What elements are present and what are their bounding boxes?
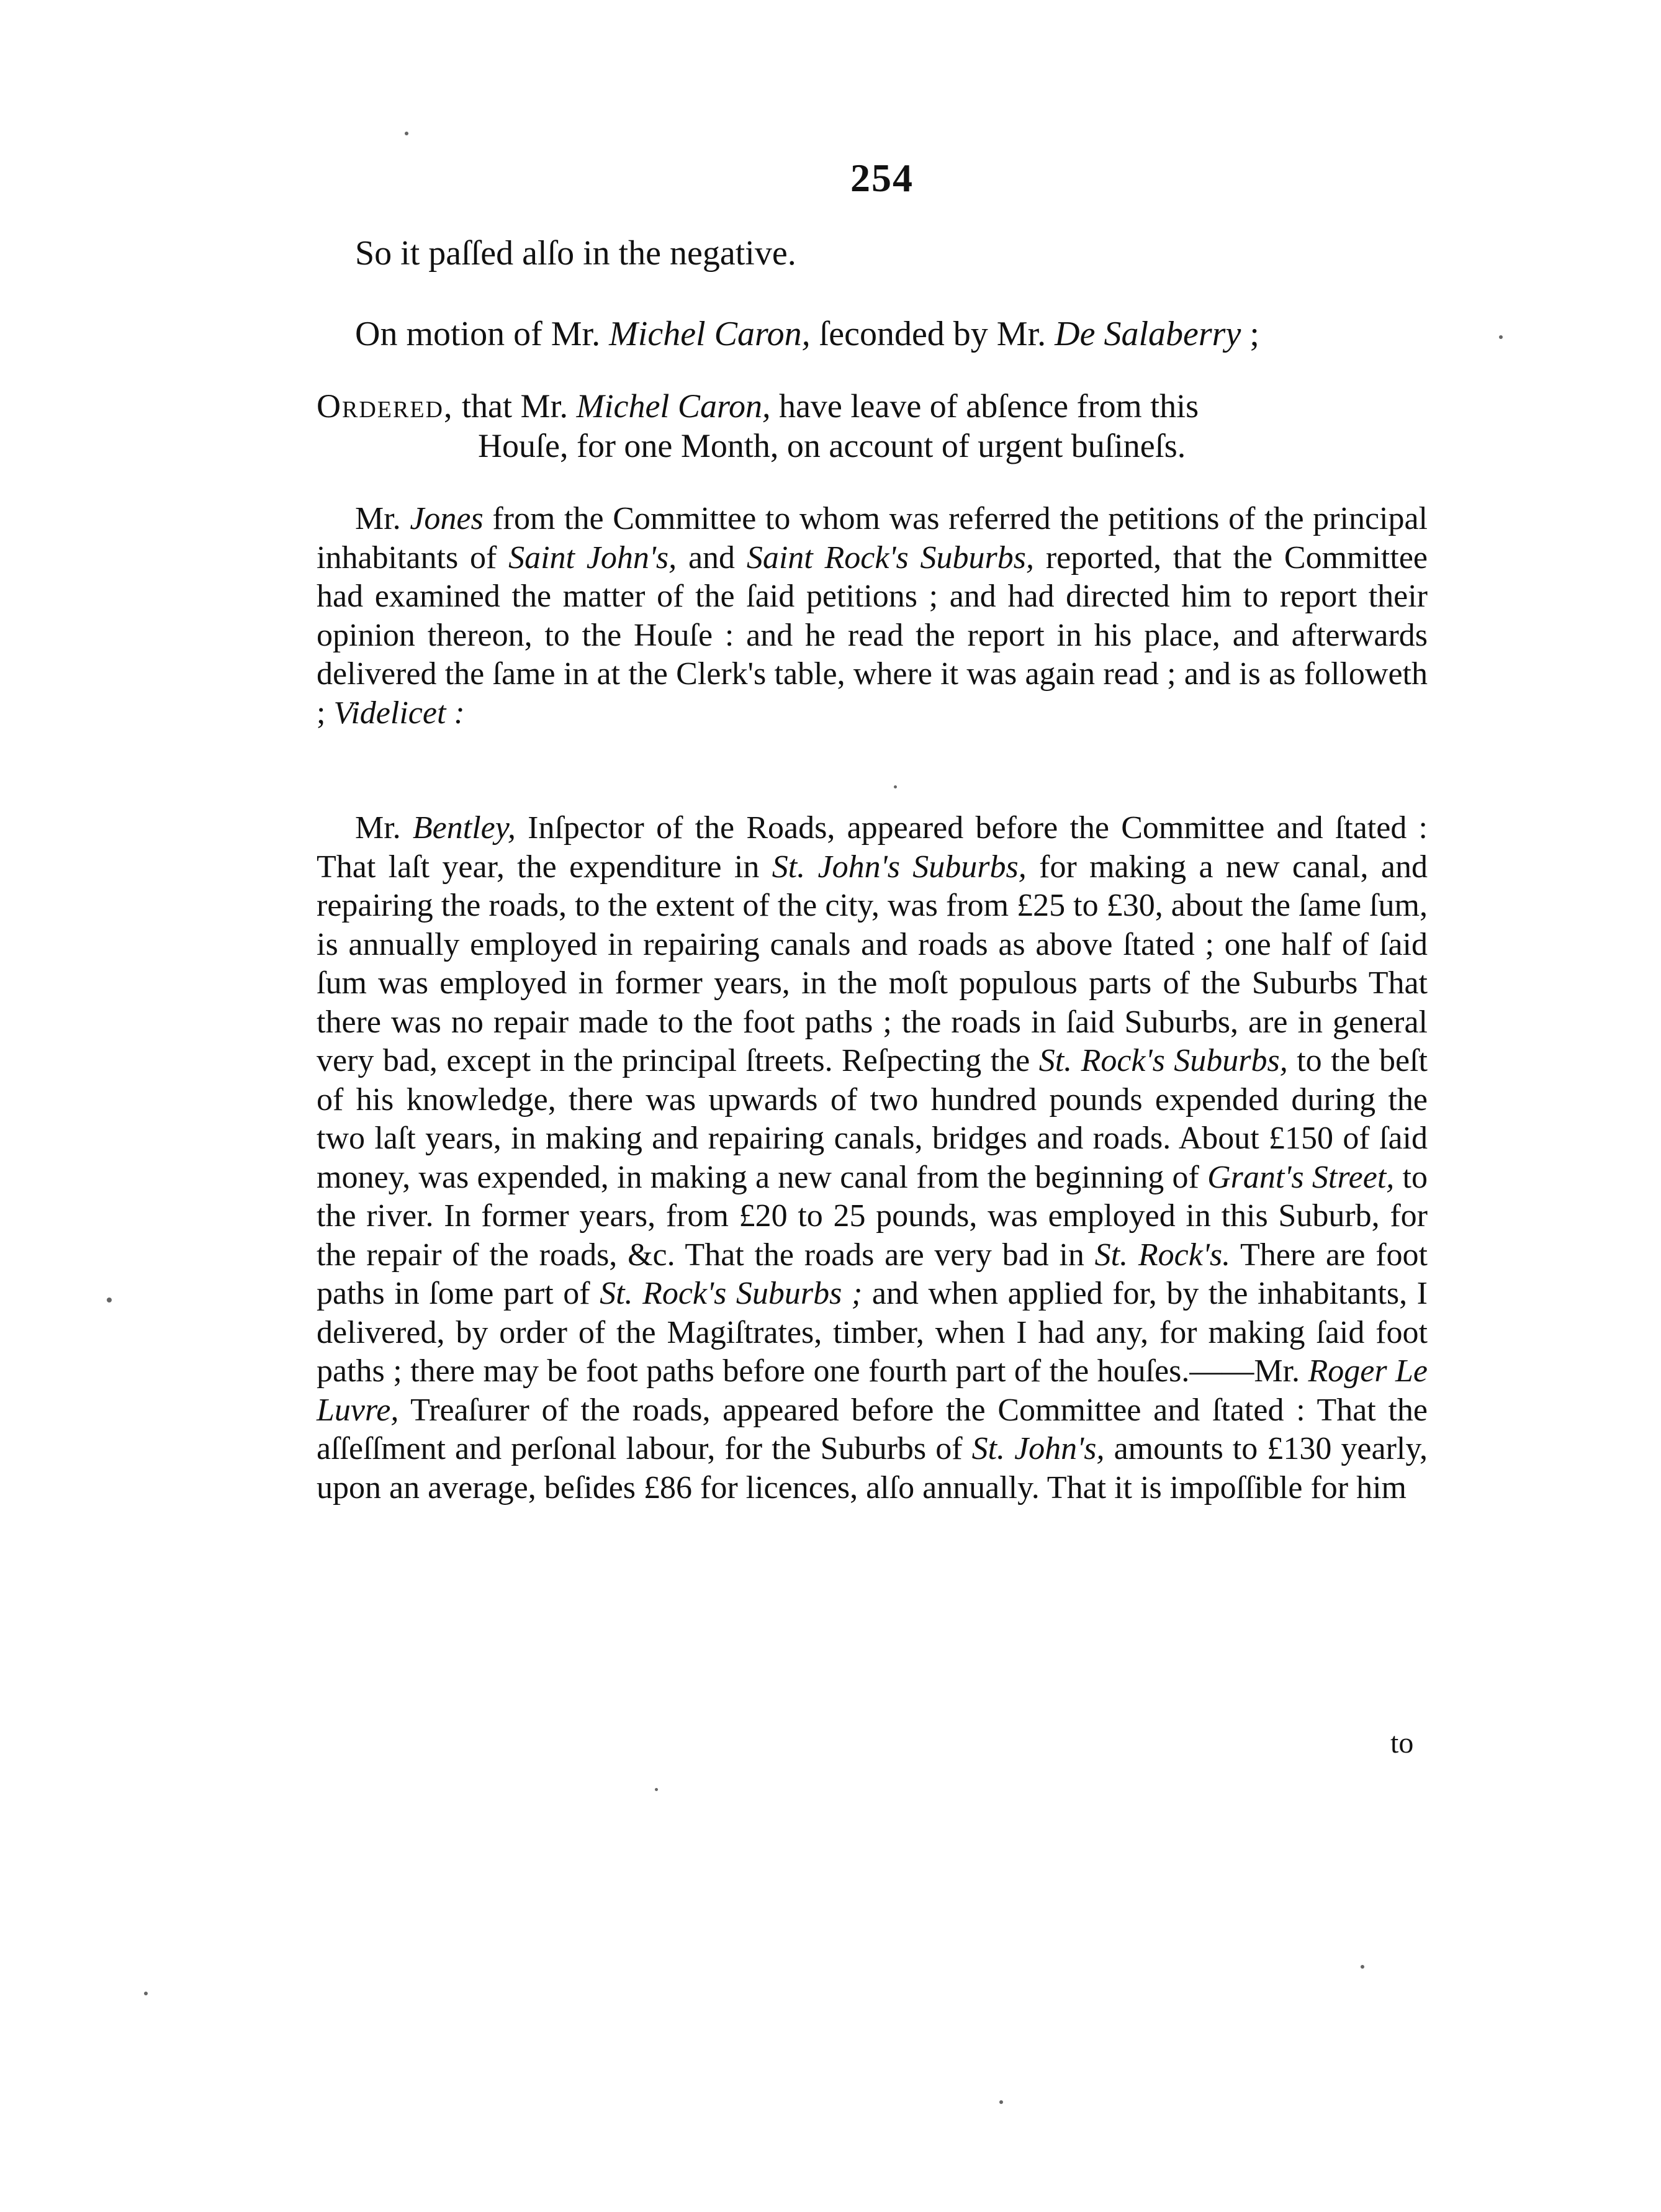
motion-line bbox=[355, 317, 1259, 351]
bentley-text-3: for making a new canal, and repairing the roads, to the extent of the city, was from £25 to £30, about the ſame ſum, is annually employed in repairing canals and roads as above ſtated ; one half of ſaid ſum was employed in former years, in the moſt populous parts of the Suburbs That there was no repair made to the foot paths ; the roads in ſaid Suburbs, are in general very bad, except in the principal ſtreets. Reſpecting the bbox=[317, 849, 1428, 1078]
scan-speck bbox=[144, 1992, 148, 1995]
passed-line: So it paſſed alſo in the negative. bbox=[355, 234, 796, 273]
bentley-text-8: Treaſurer of the roads, appeared before the Committee and ſtated : That the aſſeſſment and perſonal labour, for the Suburbs of bbox=[317, 1392, 1428, 1466]
ordered-after-name: have leave of abſence from this bbox=[770, 387, 1199, 425]
report-text-4: reported, that the Committee had examined the matter of the ſaid petitions ; and had directed him to report their opinion thereon, to the Houſe : and he read the report in his place, and afterwards delivered the ſame in at the Clerk's table, where it was again read ; and is as followeth ; bbox=[317, 539, 1428, 731]
motion-mover: Michel Caron, bbox=[609, 315, 811, 353]
bentley-text-9: amounts to £130 yearly, upon an average, beſides £86 for licences, alſo annually. That it is impoſſible for him bbox=[317, 1431, 1428, 1506]
report-text-2: from the Committee to whom was referred the petitions of the principal inhabitants of bbox=[317, 501, 1428, 576]
bentley-text-7: and when applied for, by the inhabitants, I delivered, by order of the Magiſtrates, timber, when I had any, for making ſaid foot paths ; there may be foot paths before one fourth part of the houſes.——Mr. bbox=[317, 1276, 1428, 1389]
scan-speck bbox=[894, 785, 897, 788]
ordered-continuation: Houſe, for one Month, on account of urgent buſineſs. bbox=[478, 427, 1186, 464]
report-place-saint-rocks: Saint Rock's Suburbs, bbox=[746, 539, 1035, 576]
bentley-name: Bentley, bbox=[412, 810, 516, 846]
scan-speck bbox=[405, 132, 408, 135]
bentley-paragraph bbox=[317, 809, 1428, 1507]
ordered-before: that Mr. bbox=[453, 387, 577, 425]
bentley-place-st-rocks: St. Rock's Suburbs, bbox=[1038, 1043, 1288, 1078]
motion-end: ; bbox=[1241, 315, 1259, 353]
catchword: to bbox=[1390, 1727, 1414, 1759]
scan-speck bbox=[655, 1788, 658, 1791]
motion-prefix: On motion of Mr. bbox=[355, 315, 610, 353]
scan-speck bbox=[999, 2100, 1003, 2104]
bentley-place-st-johns-2: St. John's, bbox=[971, 1431, 1105, 1466]
ordered-name: Michel Caron, bbox=[576, 387, 771, 425]
report-paragraph bbox=[317, 500, 1428, 733]
scan-speck bbox=[107, 1298, 112, 1302]
report-videlicet: Videlicet : bbox=[333, 695, 465, 731]
bentley-text-5: to the river. In former years, from £20 to 25 pounds, was employed in this Suburb, for the repair of the roads, &c. That the roads are very bad in bbox=[317, 1159, 1428, 1273]
motion-middle: ſeconded by Mr. bbox=[810, 315, 1055, 353]
scan-speck bbox=[1361, 1965, 1364, 1969]
report-text-1: Mr. bbox=[355, 501, 410, 536]
bentley-text-1: Mr. bbox=[355, 810, 413, 846]
bentley-place-grants-street: Grant's Street, bbox=[1207, 1159, 1395, 1195]
ordered-word: Ordered, bbox=[317, 387, 454, 425]
bentley-place-st-johns: St. John's Suburbs, bbox=[772, 849, 1027, 885]
motion-seconder: De Salaberry bbox=[1055, 315, 1241, 353]
report-place-saint-johns: Saint John's, bbox=[508, 539, 677, 576]
ordered-paragraph bbox=[317, 386, 1428, 466]
bentley-text-2: Inſpector of the Roads, appeared before the Committee and ſtated : That laſt year, the expenditure in bbox=[317, 810, 1428, 885]
bentley-text-4: to the beſt of his knowledge, there was upwards of two hundred pounds expended during the two laſt years, in making and repairing canals, bridges and roads. About £150 of ſaid money, was expended, in making a new canal from the beginning of bbox=[317, 1043, 1428, 1195]
report-text-3: and bbox=[677, 539, 747, 576]
scan-speck bbox=[1499, 335, 1503, 339]
bentley-text-6: There are foot paths in ſome part of bbox=[317, 1237, 1428, 1311]
bentley-place-st-rocks-suburbs: St. Rock's Suburbs ; bbox=[600, 1276, 863, 1311]
bentley-place-st-rocks-2: St. Rock's. bbox=[1094, 1237, 1231, 1273]
page-number: 254 bbox=[850, 156, 914, 200]
bentley-name-roger-le-luvre: Roger Le Luvre, bbox=[317, 1353, 1428, 1428]
report-name-jones: Jones bbox=[410, 501, 484, 536]
